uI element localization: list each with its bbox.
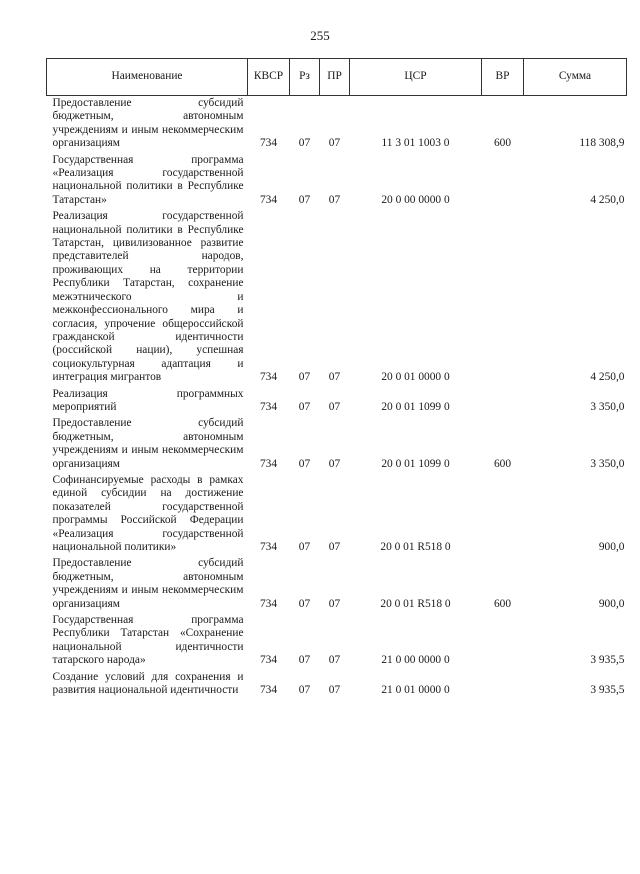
row-vr [482, 613, 524, 670]
row-csr: 20 0 01 R518 0 [380, 597, 451, 610]
row-pr: 07 [328, 137, 341, 150]
row-sum: 900,0 [598, 597, 625, 610]
row-name: Государственная программа Республики Татарстан «Сохранение национальной идентичности татарского народа» [52, 614, 244, 667]
row-rz: 07 [298, 371, 311, 384]
table-header-row [47, 59, 627, 96]
row-kvsr: 734 [259, 137, 278, 150]
row-sum: 3 350,0 [590, 457, 625, 470]
row-csr: 11 3 01 1003 0 [381, 137, 450, 150]
row-pr: 07 [328, 684, 341, 697]
row-pr: 07 [328, 541, 341, 553]
row-name: Предоставление субсидий бюджетным, автономным учреждениям и иным некоммерческим организациям [52, 417, 244, 470]
table-row [47, 670, 627, 700]
row-name: Предоставление субсидий бюджетным, автономным учреждениям и иным некоммерческим организациям [52, 557, 244, 610]
row-name: Предоставление субсидий бюджетным, автономным учреждениям и иным некоммерческим организациям [52, 97, 244, 150]
row-csr: 21 0 00 0000 0 [381, 654, 450, 667]
row-csr: 20 0 01 1099 0 [381, 400, 450, 413]
row-rz: 07 [298, 457, 311, 470]
page-number: 255 [310, 28, 330, 43]
header-csr: ЦСР [350, 59, 482, 96]
row-kvsr: 734 [259, 654, 278, 667]
row-kvsr: 734 [259, 371, 278, 384]
row-kvsr: 734 [259, 193, 278, 206]
row-vr [482, 670, 524, 700]
row-rz: 07 [298, 193, 311, 206]
row-vr [482, 387, 524, 417]
row-csr: 20 0 01 R518 0 [380, 541, 451, 553]
table-row [47, 613, 627, 670]
row-csr: 20 0 01 1099 0 [381, 457, 450, 470]
row-vr [482, 473, 524, 556]
header-sum: Сумма [524, 59, 627, 96]
header-rz: Рз [290, 59, 320, 96]
header-vr: ВР [482, 59, 524, 96]
row-sum: 118 308,9 [579, 137, 625, 150]
table-row [47, 416, 627, 473]
row-rz: 07 [298, 400, 311, 413]
row-vr [482, 209, 524, 386]
row-name: Софинансируемые расходы в рамках единой субсидии на достижение показателей государственной программы Российской Федерации «Реализация государственной национальной политики» [52, 473, 244, 553]
row-vr: 600 [493, 597, 512, 610]
row-vr [482, 153, 524, 210]
table-row [47, 153, 627, 210]
row-kvsr: 734 [259, 457, 278, 470]
budget-table [46, 58, 627, 699]
row-rz: 07 [298, 684, 311, 697]
table-row [47, 209, 627, 386]
row-kvsr: 734 [259, 541, 278, 553]
header-name: Наименование [47, 59, 248, 96]
header-pr: ПР [320, 59, 350, 96]
row-name: Реализация государственной национальной политики в Республике Татарстан, цивилизованное развитие представителей народов, проживающих на территории Республики Татарстан, сохранение межэтнического и межконфессионального мира и согласия, упрочение общероссийской гражданской идентичности (российской нации), успешная социокультурная адаптация и интеграция мигрантов [52, 210, 244, 384]
row-pr: 07 [328, 371, 341, 384]
row-pr: 07 [328, 400, 341, 413]
table-row [47, 473, 627, 556]
row-csr: 20 0 00 0000 0 [381, 193, 450, 206]
row-rz: 07 [298, 137, 311, 150]
row-rz: 07 [298, 654, 311, 667]
table-row [47, 387, 627, 417]
row-name: Государственная программа «Реализация государственной национальной политики в Республике Татарстан» [52, 153, 244, 206]
table-row [47, 96, 627, 153]
header-kvsr: КВСР [248, 59, 290, 96]
row-kvsr: 734 [259, 684, 278, 697]
row-rz: 07 [298, 541, 311, 553]
row-sum: 3 935,5 [590, 654, 625, 667]
row-kvsr: 734 [259, 400, 278, 413]
row-pr: 07 [328, 193, 341, 206]
row-kvsr: 734 [259, 597, 278, 610]
row-csr: 20 0 01 0000 0 [381, 371, 450, 384]
row-pr: 07 [328, 597, 341, 610]
row-sum: 900,0 [598, 541, 625, 553]
row-rz: 07 [298, 597, 311, 610]
row-sum: 3 935,5 [590, 684, 625, 697]
table-row [47, 556, 627, 613]
row-pr: 07 [328, 457, 341, 470]
row-sum: 3 350,0 [590, 400, 625, 413]
row-sum: 4 250,0 [590, 193, 625, 206]
row-csr: 21 0 01 0000 0 [381, 684, 450, 697]
row-name: Реализация программных мероприятий [52, 387, 244, 413]
row-sum: 4 250,0 [590, 371, 625, 384]
row-name: Создание условий для сохранения и развития национальной идентичности [52, 670, 244, 697]
row-pr: 07 [328, 654, 341, 667]
row-vr: 600 [493, 137, 512, 150]
row-vr: 600 [493, 457, 512, 470]
